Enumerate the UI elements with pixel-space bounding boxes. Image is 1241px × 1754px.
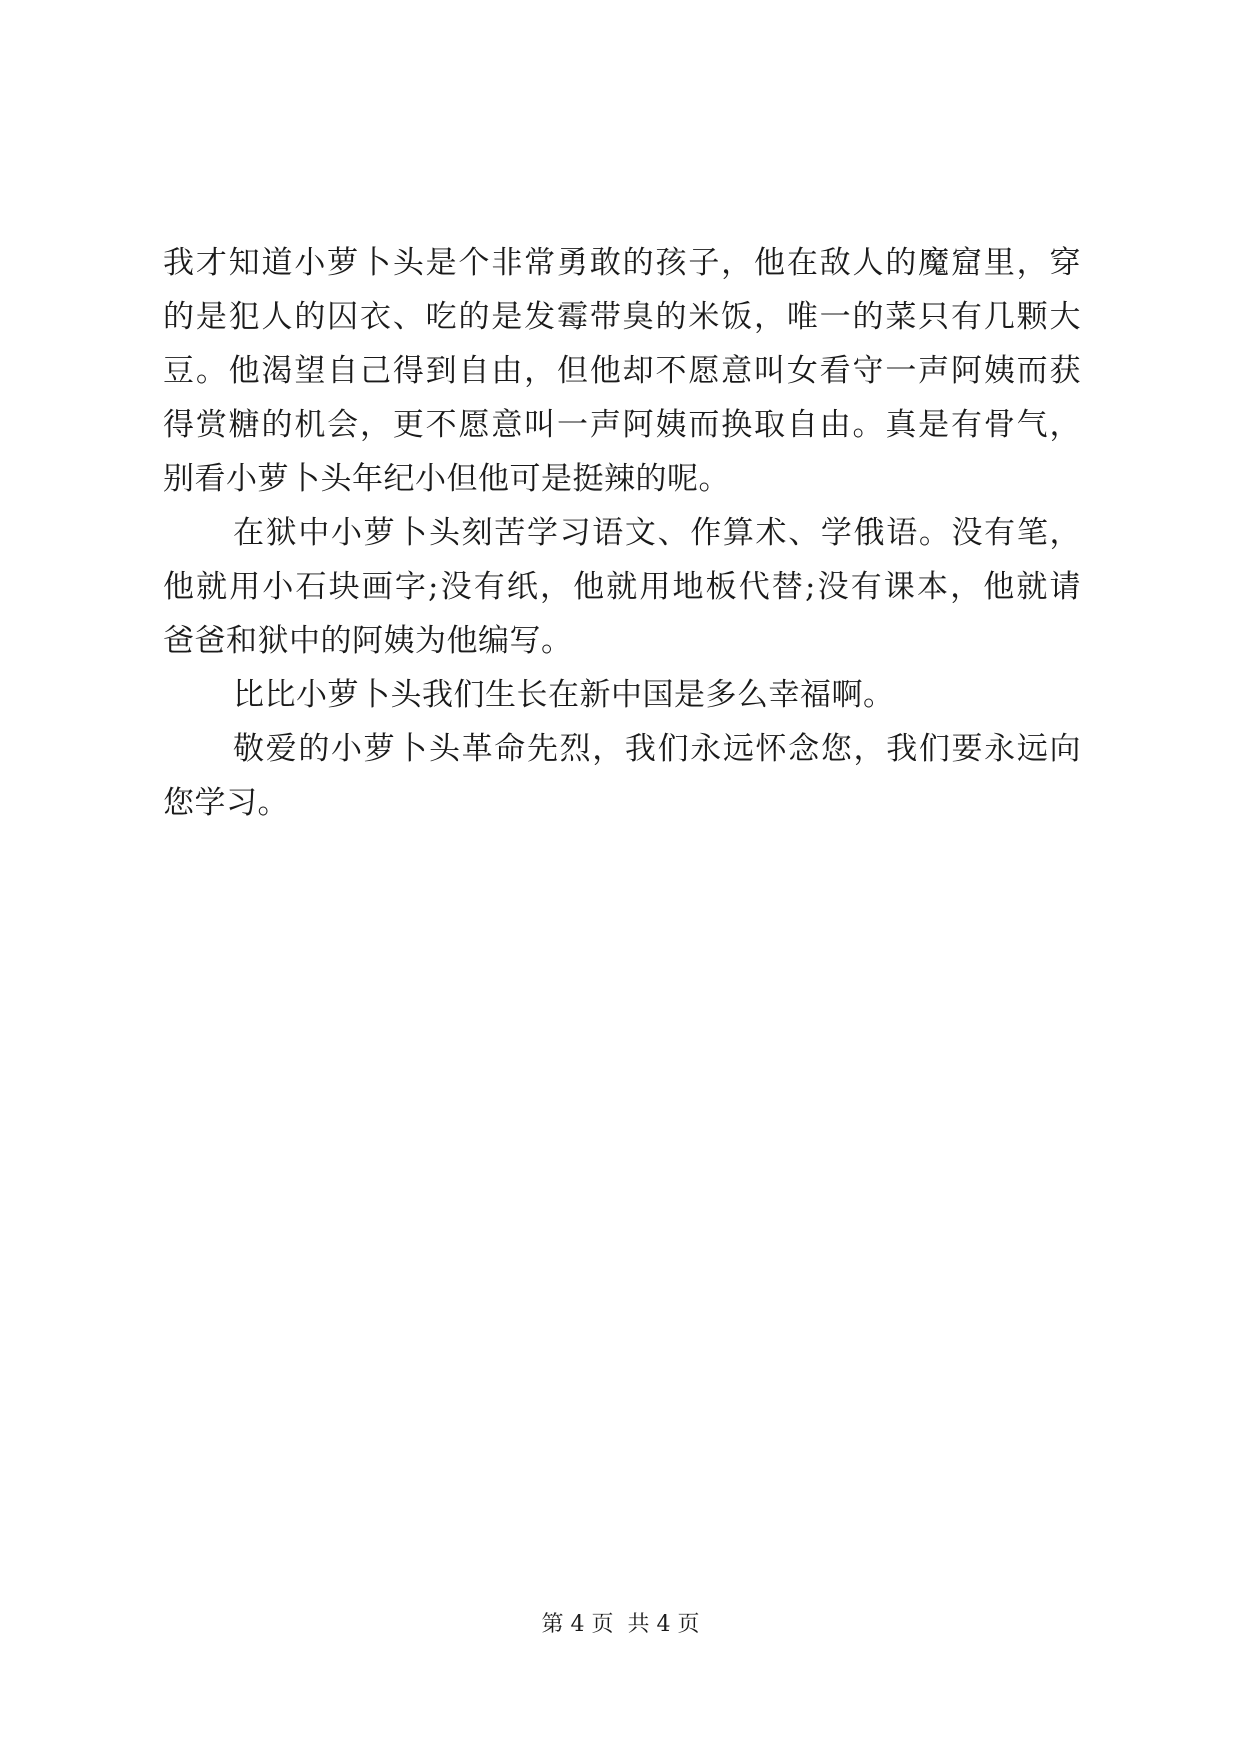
body-line: 敬爱的小萝卜头革命先烈，我们永远怀念您，我们要永远向 xyxy=(233,731,1081,767)
body-line: 在狱中小萝卜头刻苦学习语文、作算术、学俄语。没有笔， xyxy=(233,515,1081,551)
body-line: 比比小萝卜头我们生长在新中国是多么幸福啊。 xyxy=(233,677,895,713)
body-line: 他就用小石块画字;没有纸，他就用地板代替;没有课本，他就请 xyxy=(163,569,1081,605)
body-line: 豆。他渴望自己得到自由，但他却不愿意叫女看守一声阿姨而获 xyxy=(163,353,1081,389)
body-line: 我才知道小萝卜头是个非常勇敢的孩子，他在敌人的魔窟里，穿 xyxy=(163,245,1081,281)
page-footer xyxy=(0,1610,1241,1640)
body-line: 别看小萝卜头年纪小但他可是挺辣的呢。 xyxy=(163,461,730,497)
document-body xyxy=(163,236,1081,830)
page-total: 共 4 页 xyxy=(627,1612,700,1637)
body-line: 的是犯人的囚衣、吃的是发霉带臭的米饭，唯一的菜只有几颗大 xyxy=(163,299,1081,335)
body-line: 您学习。 xyxy=(163,785,289,821)
body-line: 爸爸和狱中的阿姨为他编写。 xyxy=(163,623,573,659)
page-number: 第 4 页 xyxy=(541,1612,614,1637)
body-line: 得赏糖的机会，更不愿意叫一声阿姨而换取自由。真是有骨气， xyxy=(163,407,1081,443)
